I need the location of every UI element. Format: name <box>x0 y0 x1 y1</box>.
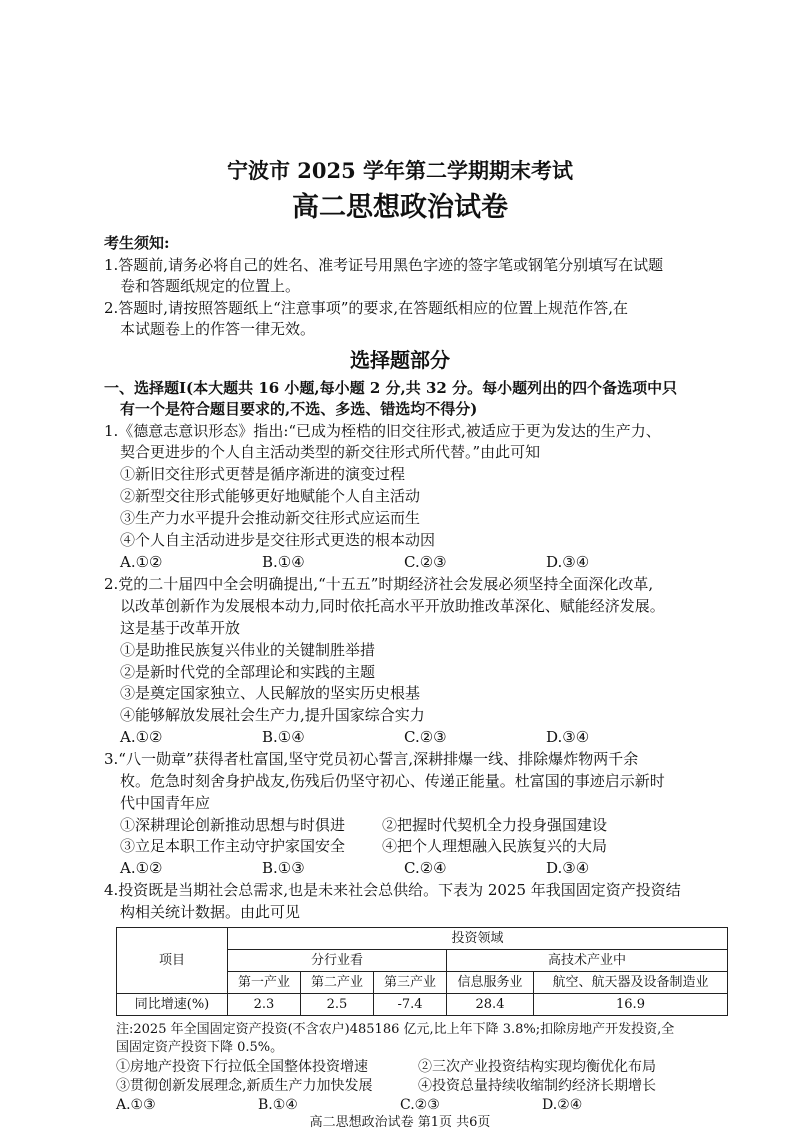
question-1-option: ②新型交往形式能够更好地赋能个人自主活动 <box>120 487 421 505</box>
question-3-option: ②把握时代契机全力投身强国建设 <box>382 816 608 834</box>
table-column-header: 信息服务业 <box>447 972 534 994</box>
question-2-option: ②是新时代党的全部理论和实践的主题 <box>120 663 376 681</box>
question-3-option: ①深耕理论创新推动思想与时俱进 <box>120 816 346 834</box>
question-1-choice-a: A.①② <box>120 553 163 571</box>
question-2-text: 以改革创新作为发展根本动力,同时依托高水平开放助推改革深化、赋能经济发展。 <box>120 597 665 615</box>
question-2-option: ④能够解放发展社会生产力,提升国家综合实力 <box>120 706 425 724</box>
question-2-choice-a: A.①② <box>120 728 163 746</box>
question-2-choice-d: D.③④ <box>546 728 590 746</box>
question-4-choice-a: A.①③ <box>116 1097 156 1113</box>
question-4-option: ④投资总量持续收缩制约经济长期增长 <box>418 1078 656 1094</box>
notice-line: 2.答题时,请按照答题纸上“注意事项”的要求,在答题纸相应的位置上规范作答,在 <box>104 299 628 317</box>
question-3-text: 3.“八一勋章”获得者杜富国,坚守党员初心誓言,深耕排爆一线、排除爆炸物两千余 <box>104 750 639 768</box>
section-instruction: 一、选择题Ⅰ(本大题共 16 小题,每小题 2 分,共 32 分。每小题列出的四个备选项中只 <box>104 379 678 397</box>
table-header-domain: 投资领域 <box>228 928 728 950</box>
question-2-option: ③是奠定国家独立、人民解放的坚实历史根基 <box>120 684 421 702</box>
question-3-text: 枚。危急时刻舍身护战友,伤残后仍坚守初心、传递正能量。杜富国的事迹启示新时 <box>120 772 665 790</box>
notice-line: 本试题卷上的作答一律无效。 <box>120 320 316 338</box>
question-1-choice-d: D.③④ <box>546 553 590 571</box>
question-2-option: ①是助推民族复兴伟业的关键制胜举措 <box>120 641 376 659</box>
question-1-choice-b: B.①④ <box>262 553 305 571</box>
exam-subject-title: 高二思想政治试卷 <box>292 192 508 223</box>
table-column-header: 第三产业 <box>374 972 447 994</box>
table-cell: 16.9 <box>534 994 728 1016</box>
page-footer: 高二思想政治试卷 第1页 共6页 <box>309 1115 491 1130</box>
table-row <box>117 994 728 1016</box>
table-column-header: 航空、航天器及设备制造业 <box>534 972 728 994</box>
table-header-item: 项目 <box>117 928 228 994</box>
investment-table <box>116 927 728 1016</box>
question-1-text: 契合更进步的个人自主活动类型的新交往形式所代替。”由此可知 <box>120 443 541 461</box>
question-4-choice-d: D.②④ <box>542 1097 583 1113</box>
table-header-group: 分行业看 <box>228 950 447 972</box>
question-1-option: ①新旧交往形式更替是循序渐进的演变过程 <box>120 465 406 483</box>
question-2-choice-b: B.①④ <box>262 728 305 746</box>
table-note: 国固定资产投资下降 0.5%。 <box>116 1040 284 1055</box>
question-1-option: ③生产力水平提升会推动新交往形式应运而生 <box>120 509 421 527</box>
section-title: 选择题部分 <box>350 348 450 372</box>
question-4-choice-b: B.①④ <box>258 1097 298 1113</box>
question-1-text: 1.《德意志意识形态》指出:“已成为桎梏的旧交往形式,被适应于更为发达的生产力、 <box>104 422 661 440</box>
question-2-choice-c: C.②③ <box>404 728 447 746</box>
table-row-label: 同比增速(%) <box>117 994 228 1016</box>
question-3-option: ④把个人理想融入民族复兴的大局 <box>382 837 608 855</box>
notice-heading: 考生须知: <box>104 234 170 252</box>
table-note: 注:2025 年全国固定资产投资(不含农户)485186 亿元,比上年下降 3.8%;扣除房地产开发投资,全 <box>116 1022 675 1037</box>
question-3-choice-d: D.③④ <box>546 859 590 877</box>
table-header-group: 高技术产业中 <box>447 950 728 972</box>
table-cell: 2.5 <box>301 994 374 1016</box>
question-4-text: 构相关统计数据。由此可见 <box>120 903 301 921</box>
question-4-option: ③贯彻创新发展理念,新质生产力加快发展 <box>116 1078 373 1094</box>
table-column-header: 第一产业 <box>228 972 301 994</box>
question-3-choice-c: C.②④ <box>404 859 447 877</box>
question-2-text: 这是基于改革开放 <box>120 619 241 637</box>
question-3-choice-a: A.①② <box>120 859 163 877</box>
table-cell: 28.4 <box>447 994 534 1016</box>
question-4-option: ①房地产投资下行拉低全国整体投资增速 <box>116 1059 368 1075</box>
question-4-choice-c: C.②③ <box>400 1097 440 1113</box>
question-2-text: 2.党的二十届四中全会明确提出,“十五五”时期经济社会发展必须坚持全面深化改革, <box>104 575 654 593</box>
question-1-option: ④个人自主活动进步是交往形式更迭的根本动因 <box>120 531 436 549</box>
question-3-text: 代中国青年应 <box>120 794 211 812</box>
notice-line: 卷和答题纸规定的位置上。 <box>120 277 301 295</box>
table-cell: -7.4 <box>374 994 447 1016</box>
question-1-choice-c: C.②③ <box>404 553 447 571</box>
exam-title: 宁波市 2025 学年第二学期期末考试 <box>226 158 574 183</box>
table-column-header: 第二产业 <box>301 972 374 994</box>
question-4-option: ②三次产业投资结构实现均衡优化布局 <box>418 1059 656 1075</box>
notice-line: 1.答题前,请务必将自己的姓名、准考证号用黑色字迹的签字笔或钢笔分别填写在试题 <box>104 256 664 274</box>
question-3-choice-b: B.①③ <box>262 859 305 877</box>
table-cell: 2.3 <box>228 994 301 1016</box>
question-4-text: 4.投资既是当期社会总需求,也是未来社会总供给。下表为 2025 年我国固定资产投资结 <box>104 881 681 899</box>
section-instruction: 有一个是符合题目要求的,不选、多选、错选均不得分) <box>120 400 478 418</box>
question-3-option: ③立足本职工作主动守护家国安全 <box>120 837 346 855</box>
table-row <box>117 928 728 950</box>
